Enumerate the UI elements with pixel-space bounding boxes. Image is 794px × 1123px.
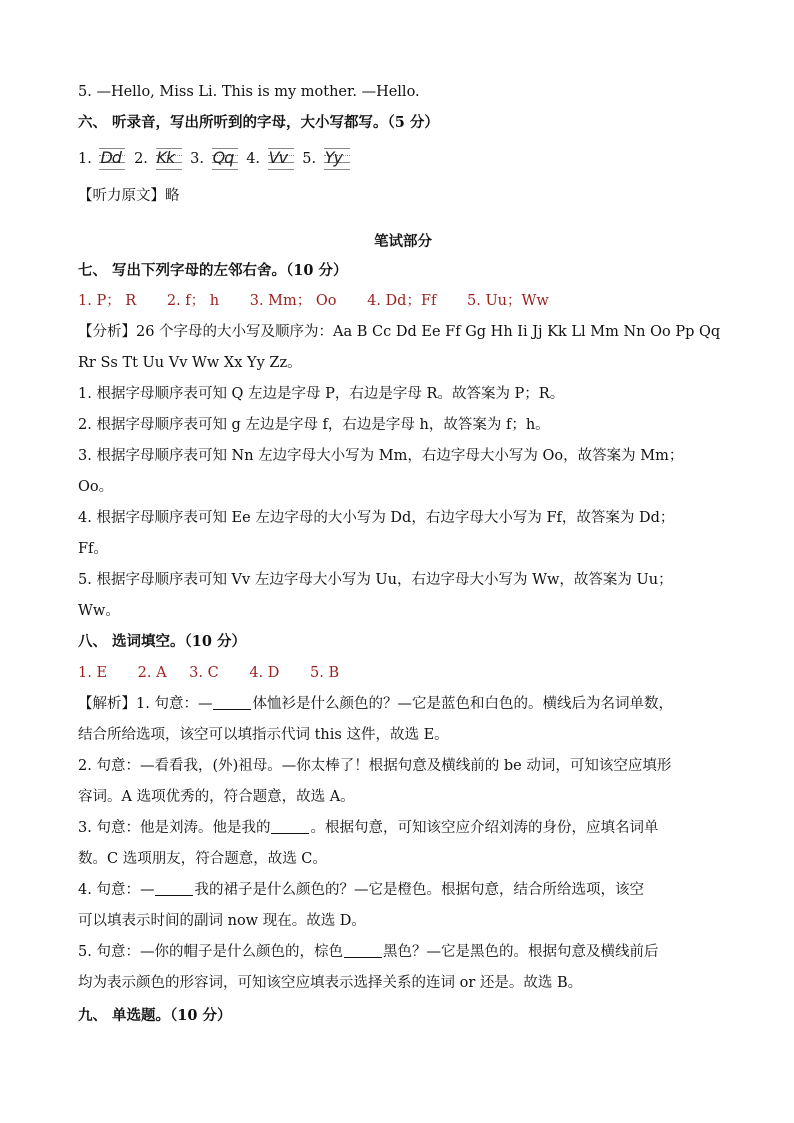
section-9-heading: 九、 单选题。（10 分） xyxy=(78,1007,232,1024)
fill-blank xyxy=(271,819,309,834)
explanation-8-5b: 均为表示颜色的形容词，可知该空应填表示选择关系的连词 or 还是。故选 B。 xyxy=(78,975,583,991)
answer7-4: 4. Dd；Ff xyxy=(367,293,437,309)
hw-num-1: 1. xyxy=(78,151,92,167)
fill-blank xyxy=(155,881,193,896)
solution-7-3a: 3. 根据字母顺序表可知 Nn 左边字母大小写为 Mm，右边字母大小写为 Oo，故答案为 Mm； xyxy=(78,448,684,464)
hw-letter-box-1: Dd xyxy=(99,148,125,170)
analysis-7-line1: 【分析】26 个字母的大小写及顺序为：Aa B Cc Dd Ee Ff Gg Hh Ii Jj Kk Ll Mm Nn Oo Pp Qq xyxy=(78,324,721,340)
section-6-heading: 六、 听录音，写出所听到的字母，大小写都写。（5 分） xyxy=(78,114,439,131)
hw-num-3: 3. xyxy=(190,151,204,167)
answer8-4: 4. D xyxy=(249,665,280,681)
explanation-8-4a: 4. 句意：— 我的裙子是什么颜色的？—它是橙色。根据句意，结合所给选项，该空 xyxy=(78,882,644,898)
solution-7-2: 2. 根据字母顺序表可知 g 左边是字母 f，右边是字母 h，故答案为 f；h。 xyxy=(78,417,550,433)
explanation-8-5a: 5. 句意：—你的帽子是什么颜色的，棕色 黑色？—它是黑色的。根据句意及横线前后 xyxy=(78,944,659,960)
explanation-8-3b: 数。C 选项朋友，符合题意，故选 C。 xyxy=(78,851,327,867)
explanation-8-1b: 结合所给选项，该空可以填指示代词 this 这件，故选 E。 xyxy=(78,727,449,743)
written-section-title: 笔试部分 xyxy=(374,233,432,250)
hw-num-5: 5. xyxy=(302,151,317,167)
handwriting-answers xyxy=(78,148,354,178)
answer8-2: 2. A xyxy=(137,665,167,681)
explanation-8-3a: 3. 句意：他是刘涛。他是我的 。根据句意，可知该空应介绍刘涛的身份，应填名词单 xyxy=(78,820,659,836)
hw-num-2: 2. xyxy=(134,151,148,167)
solution-7-4b: Ff。 xyxy=(78,541,108,557)
answer7-2: 2. f； h xyxy=(166,293,220,309)
hw-letter-box-3: Qq xyxy=(212,148,238,170)
answer8-3: 3. C xyxy=(189,665,219,681)
fill-blank xyxy=(344,943,382,958)
explanation-8-1a: 【解析】1. 句意：— 体恤衫是什么颜色的？—它是蓝色和白色的。横线后为名词单数， xyxy=(78,696,673,712)
answer8-1: 1. E xyxy=(78,665,108,681)
fill-blank xyxy=(213,695,251,710)
answer7-3: 3. Mm； Oo xyxy=(249,293,337,309)
solution-7-5b: Ww。 xyxy=(78,603,120,619)
section-8-answers xyxy=(78,663,339,683)
solution-7-4a: 4. 根据字母顺序表可知 Ee 左边字母的大小写为 Dd，右边字母大小写为 Ff，故答案为 Dd； xyxy=(78,510,675,526)
solution-7-1: 1. 根据字母顺序表可知 Q 左边是字母 P，右边是字母 R。故答案为 P；R。 xyxy=(78,386,565,402)
solution-7-3b: Oo。 xyxy=(78,479,114,495)
hw-letter-box-4: Vv xyxy=(268,148,294,170)
analysis-7-line2: Rr Ss Tt Uu Vv Ww Xx Yy Zz。 xyxy=(78,355,302,371)
listening-note: 【听力原文】略 xyxy=(78,188,180,204)
section-7-heading: 七、 写出下列字母的左邻右舍。（10 分） xyxy=(78,262,348,279)
solution-7-5a: 5. 根据字母顺序表可知 Vv 左边字母大小写为 Uu，右边字母大小写为 Ww，故答案为 Uu； xyxy=(78,572,673,588)
hw-letter-box-2: Kk xyxy=(156,148,182,170)
answer7-1: 1. P； R xyxy=(78,293,137,309)
answer7-5: 5. Uu；Ww xyxy=(467,293,549,309)
q5-dialogue-line: 5. —Hello, Miss Li. This is my mother. —Hello. xyxy=(78,84,420,100)
answer8-5: 5. B xyxy=(310,665,340,681)
hw-letter-box-5: Yy xyxy=(324,148,350,170)
explanation-8-2b: 容词。A 选项优秀的，符合题意，故选 A。 xyxy=(78,789,355,805)
explanation-8-2a: 2. 句意：—看看我，(外)祖母。—你太棒了！根据句意及横线前的 be 动词，可知该空应填形 xyxy=(78,758,672,774)
section-7-answers xyxy=(78,291,549,311)
explanation-8-4b: 可以填表示时间的副词 now 现在。故选 D。 xyxy=(78,913,366,929)
section-8-heading: 八、 选词填空。（10 分） xyxy=(78,633,247,650)
hw-num-4: 4. xyxy=(246,151,261,167)
